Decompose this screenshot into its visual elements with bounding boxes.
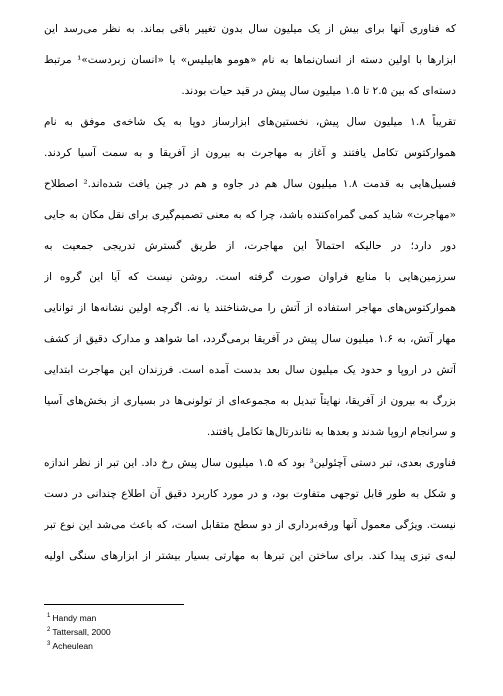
body-line: که فناوری آنها برای بیش از یک میلیون سال بدون تغییر باقی بماند. به نظر می‌رسد این [44, 23, 456, 35]
body-line: مهار آتش، به ۱.۶ میلیون سال پیش در آفریقا برمی‌گردد، اما شواهد و مدارک دقیق از کشف [44, 333, 456, 345]
body-line: لبه‌ی تیزی پیدا کند. برای ساختن این تبرها به مهارتی بسیار بیشتر از ابزارهای سنگی اولیه [44, 550, 456, 562]
body-line: فسیل‌هایی به قدمت ۱.۸ میلیون سال هم در جاوه و هم در چین یافت شده‌اند.² اصطلاح [44, 178, 456, 190]
footnote-number: 2 [47, 626, 51, 633]
body-line: دسته‌ای که بین ۲.۵ تا ۱.۵ میلیون سال پیش در قید حیات بودند. [181, 85, 456, 97]
footnotes [47, 610, 111, 652]
body-line: هموارکتوس‌های مهاجر استفاده از آتش را می‌شناختند یا نه. اگرچه اولین نشانه‌ها از توانایی [44, 302, 456, 314]
footnote-text: Acheulean [52, 640, 93, 651]
footnote-text: Handy man [52, 612, 97, 623]
body-line: نیست. ویژگی معمول آنها ورقه‌برداری از دو سطح متقابل است، که باعث می‌شد این نوع تبر [44, 519, 456, 531]
footnote-separator [44, 604, 184, 605]
body-line: دور دارد؛ در حالیکه احتمالاً این مهاجرت، از طریق گسترش تدریجی جمعیت به [44, 240, 456, 252]
footnote-3 [47, 638, 111, 652]
footnote-number: 1 [47, 613, 51, 619]
body-line: سرزمین‌هایی با منابع فراوان صورت گرفته است. روشن نیست که آیا این گروه از [44, 271, 456, 283]
footnote-1 [47, 610, 111, 624]
body-line: آتش در اروپا و حدود یک میلیون سال بعد بدست آمده است. فرزندان این مهاجرت ابتدایی [44, 364, 456, 376]
body-line: هموارکتوس تکامل یافتند و آغاز به مهاجرت به بیرون از آفریقا و به سمت آسیا کردند. [44, 147, 456, 159]
body-text [44, 14, 456, 572]
body-line: تقریباً ۱.۸ میلیون سال پیش، نخستین‌های ابزارساز دوپا به یک شاخه‌ی موفق به نام [44, 116, 456, 128]
footnote-2 [47, 624, 111, 638]
body-line: بزرگ به بیرون از آفریقا، نهایتاً تبدیل به مجموعه‌ای از تولونی‌ها در بسیاری از بخش‌های آسیا [44, 395, 456, 407]
body-line: و سرانجام اروپا شدند و بعدها به نئاندرتال‌ها تکامل یافتند. [206, 426, 456, 438]
footnote-text: Tattersall, 2000 [52, 626, 111, 637]
body-line: «مهاجرت» شاید کمی گمراه‌کننده باشد، چرا که به معنی تصمیم‌گیری برای نقل مکان به جایی [44, 209, 456, 221]
body-line: و شکل به طور قابل توجهی متفاوت بود، و در مورد کاربرد دقیق آن اطلاع چندانی در دست [44, 488, 456, 500]
body-line: ابزارها با اولین دسته از انسان‌نماها به نام «هومو هابیلیس» یا «انسان زبردست»¹ مرتبط [44, 54, 456, 66]
footnote-number: 3 [47, 640, 51, 647]
body-line: فناوری بعدی، تبر دستی آچئولین³ بود که ۱.۵ میلیون سال پیش رخ داد. این تبر از نظر اندازه [44, 457, 456, 469]
